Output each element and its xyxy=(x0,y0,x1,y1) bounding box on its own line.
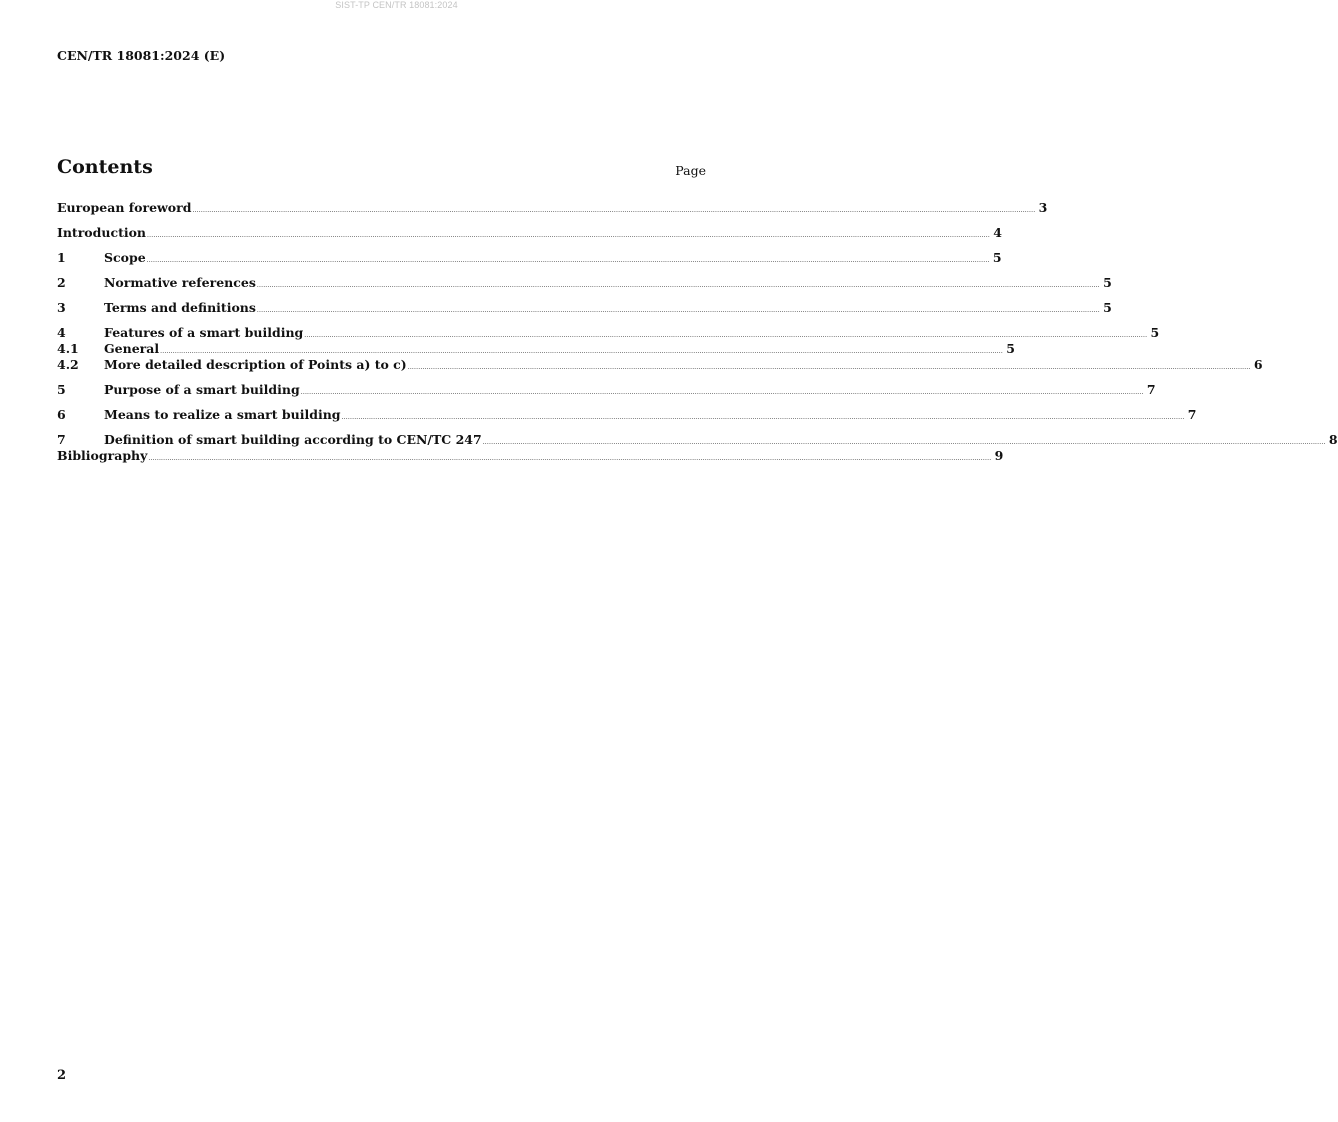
toc-entry-number: 3 xyxy=(57,300,66,315)
document-identifier: CEN/TR 18081:2024 (E) xyxy=(57,48,226,63)
toc-entry-scope[interactable] xyxy=(57,250,1002,266)
toc-entry-title: Bibliography xyxy=(57,448,148,463)
toc-entry-number: 1 xyxy=(57,250,66,265)
toc-entry-means[interactable] xyxy=(57,407,1197,423)
leader-dots: ................................................................................................................................................................................................................................................................................................................................................................................................................ xyxy=(148,455,992,462)
toc-entry-number: 4 xyxy=(57,325,66,340)
leader-dots: ................................................................................................................................................................................................................................................................................................................................................................................................................ xyxy=(192,207,1036,214)
leader-dots: ................................................................................................................................................................................................................................................................................................................................................................................................................ xyxy=(256,307,1100,314)
toc-entry-title: Normative references xyxy=(104,275,256,290)
page-number: 2 xyxy=(57,1068,67,1083)
toc-entry-terms-and-definitions[interactable] xyxy=(57,300,1112,316)
toc-entry-purpose[interactable] xyxy=(57,382,1156,398)
leader-dots: ................................................................................................................................................................................................................................................................................................................................................................................................................ xyxy=(341,414,1185,421)
toc-entry-page: 5 xyxy=(992,250,1002,265)
leader-dots: ................................................................................................................................................................................................................................................................................................................................................................................................................ xyxy=(304,332,1148,339)
toc-entry-introduction[interactable] xyxy=(57,225,1002,241)
toc-entry-number: 6 xyxy=(57,407,66,422)
toc-entry-page: 7 xyxy=(1187,407,1197,422)
page-column-label: Page xyxy=(675,163,706,178)
toc-entry-normative-references[interactable] xyxy=(57,275,1112,291)
table-of-contents xyxy=(57,200,1338,473)
toc-entry-european-foreword[interactable] xyxy=(57,200,1048,216)
toc-entry-number: 2 xyxy=(57,275,66,290)
toc-entry-title: Purpose of a smart building xyxy=(104,382,300,397)
toc-entry-title: Introduction xyxy=(57,225,147,240)
toc-entry-page: 8 xyxy=(1328,432,1338,447)
toc-entry-general[interactable] xyxy=(57,341,1015,357)
leader-dots: ................................................................................................................................................................................................................................................................................................................................................................................................................ xyxy=(146,257,990,264)
toc-entry-features[interactable] xyxy=(57,325,1160,341)
toc-entry-definition[interactable] xyxy=(57,432,1338,448)
toc-entry-title: Features of a smart building xyxy=(104,325,304,340)
contents-heading: Contents xyxy=(57,156,153,178)
leader-dots: ................................................................................................................................................................................................................................................................................................................................................................................................................ xyxy=(256,282,1100,289)
toc-entry-page: 5 xyxy=(1150,325,1160,340)
leader-dots: ................................................................................................................................................................................................................................................................................................................................................................................................................ xyxy=(407,364,1251,371)
toc-entry-title: Scope xyxy=(104,250,146,265)
toc-entry-page: 6 xyxy=(1253,357,1263,372)
toc-entry-detailed-description[interactable] xyxy=(57,357,1263,373)
toc-entry-title: More detailed description of Points a) to c) xyxy=(104,357,407,372)
toc-entry-number: 7 xyxy=(57,432,66,447)
toc-entry-number: 4.1 xyxy=(57,341,79,356)
toc-entry-number: 5 xyxy=(57,382,66,397)
leader-dots: ................................................................................................................................................................................................................................................................................................................................................................................................................ xyxy=(300,389,1144,396)
toc-entry-page: 9 xyxy=(994,448,1004,463)
toc-entry-title: General xyxy=(104,341,160,356)
toc-entry-bibliography[interactable] xyxy=(57,448,1004,464)
toc-entry-page: 7 xyxy=(1146,382,1156,397)
toc-entry-page: 5 xyxy=(1006,341,1015,356)
toc-entry-title: Definition of smart building according to CEN/TC 247 xyxy=(104,432,482,447)
toc-entry-page: 5 xyxy=(1103,275,1112,290)
leader-dots: ................................................................................................................................................................................................................................................................................................................................................................................................................ xyxy=(482,439,1326,446)
toc-entry-title: Terms and definitions xyxy=(104,300,256,315)
toc-entry-page: 5 xyxy=(1103,300,1112,315)
toc-entry-number: 4.2 xyxy=(57,357,79,372)
toc-entry-title: Means to realize a smart building xyxy=(104,407,341,422)
toc-entry-page: 3 xyxy=(1038,200,1048,215)
toc-entry-title: European foreword xyxy=(57,200,192,215)
watermark: SIST-TP CEN/TR 18081:2024 xyxy=(335,0,458,10)
toc-entry-page: 4 xyxy=(993,225,1002,240)
leader-dots: ................................................................................................................................................................................................................................................................................................................................................................................................................ xyxy=(160,348,1003,355)
leader-dots: ................................................................................................................................................................................................................................................................................................................................................................................................................ xyxy=(147,232,990,239)
